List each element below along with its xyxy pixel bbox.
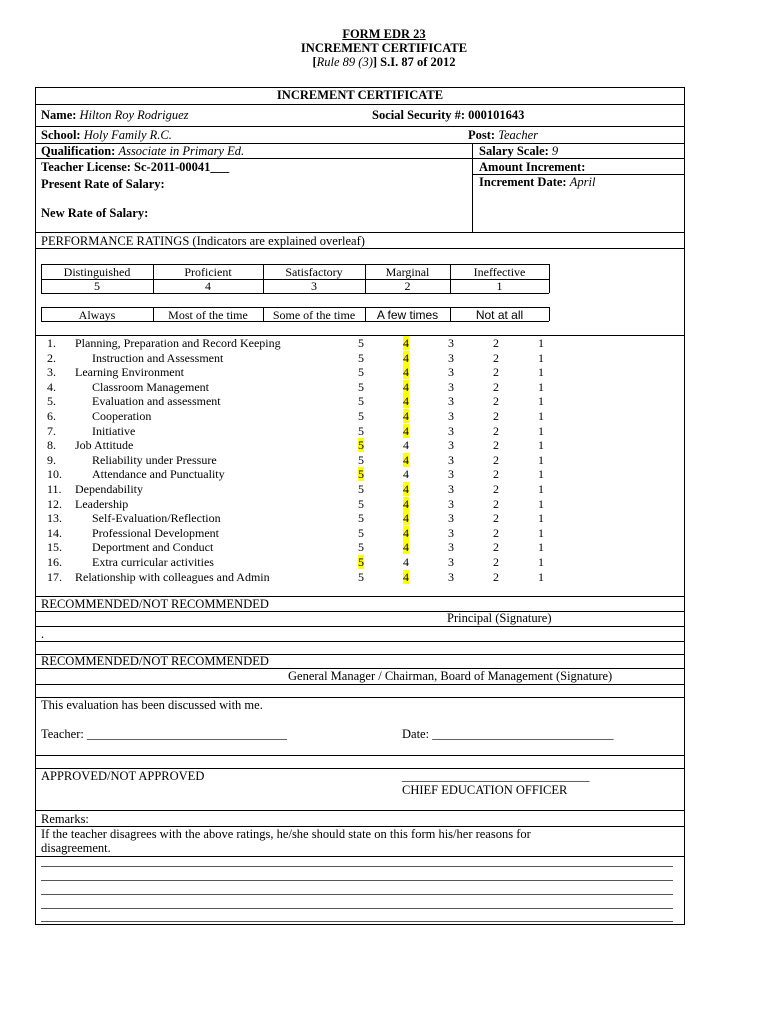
rating-item-number: 2. [47, 351, 56, 365]
rating-item-number: 6. [47, 409, 56, 423]
rating-option: 5 [358, 540, 364, 554]
selected-rating: 4 [403, 336, 409, 350]
rating-item-label: Attendance and Punctuality [92, 467, 225, 481]
selected-rating: 4 [403, 394, 409, 408]
rating-item-label: Dependability [75, 482, 143, 496]
rating-option: 1 [538, 380, 544, 394]
date-row: Date: _____________________________ [402, 727, 614, 741]
selected-rating: 4 [403, 482, 409, 496]
rating-item-number: 3. [47, 365, 56, 379]
rating-option: 1 [538, 438, 544, 452]
rating-option: 4 [403, 438, 409, 452]
rating-item-number: 9. [47, 453, 56, 467]
rating-option: 2 [493, 511, 499, 525]
increment-date-value: April [569, 175, 596, 189]
rating-option: 3 [448, 497, 454, 511]
recommendation-manager: RECOMMENDED/NOT RECOMMENDED [41, 654, 269, 668]
form-title: INCREMENT CERTIFICATE [300, 41, 468, 55]
rating-item-label: Learning Environment [75, 365, 184, 379]
principal-signature-label: Principal (Signature) [447, 611, 552, 625]
rating-option: 1 [538, 351, 544, 365]
rating-item-number: 16. [47, 555, 62, 569]
rating-option: 1 [538, 511, 544, 525]
rating-option: 5 [358, 482, 364, 496]
rating-option: 2 [493, 555, 499, 569]
name-value: Hilton Roy Rodriguez [79, 108, 189, 122]
rating-option: 2 [493, 570, 499, 584]
rating-item-number: 17. [47, 570, 62, 584]
separator-dot: . [41, 627, 45, 641]
frequency-label: Some of the time [272, 308, 356, 322]
disagreement-text-cont: disagreement. [41, 841, 111, 855]
school-row: School: Holy Family R.C. [41, 128, 172, 142]
rating-option: 5 [358, 570, 364, 584]
rating-option: 5 [358, 511, 364, 525]
rating-option: 3 [448, 438, 454, 452]
present-salary-label: Present Rate of Salary: [41, 177, 165, 191]
selected-rating: 4 [403, 365, 409, 379]
salary-scale-row: Salary Scale: 9 [479, 144, 559, 158]
selected-rating: 4 [403, 380, 409, 394]
rating-option: 1 [538, 409, 544, 423]
rating-option: 3 [448, 511, 454, 525]
rating-item-label: Initiative [92, 424, 136, 438]
rating-item-label: Professional Development [92, 526, 219, 540]
qualification-value: Associate in Primary Ed. [118, 144, 245, 158]
name-row: Name: Hilton Roy Rodriguez [41, 108, 189, 122]
rating-option: 5 [358, 336, 364, 350]
level-value: 2 [404, 279, 411, 293]
rating-item-number: 8. [47, 438, 56, 452]
rating-option: 2 [493, 467, 499, 481]
rating-item-number: 14. [47, 526, 62, 540]
rating-option: 3 [448, 570, 454, 584]
rating-option: 3 [448, 365, 454, 379]
rating-option: 3 [448, 540, 454, 554]
level-label: Ineffective [473, 265, 526, 279]
selected-rating: 5 [358, 555, 364, 569]
amount-increment-label: Amount Increment: [479, 160, 586, 174]
performance-heading: PERFORMANCE RATINGS (Indicators are explained overleaf) [41, 234, 365, 248]
selected-rating: 4 [403, 351, 409, 365]
disagreement-text: If the teacher disagrees with the above ratings, he/she should state on this form his/her reasons for [41, 827, 531, 841]
level-value: 4 [205, 279, 211, 293]
rating-option: 5 [358, 380, 364, 394]
recommendation-principal: RECOMMENDED/NOT RECOMMENDED [41, 597, 269, 611]
rating-option: 1 [538, 497, 544, 511]
qualification-row: Qualification: Associate in Primary Ed. [41, 144, 245, 158]
rating-option: 4 [403, 555, 409, 569]
selected-rating: 4 [403, 453, 409, 467]
post-row: Post: Teacher [468, 128, 539, 142]
level-label: Proficient [184, 265, 232, 279]
discussed-statement: This evaluation has been discussed with me. [41, 698, 263, 712]
salary-scale-value: 9 [551, 144, 559, 158]
rating-item-number: 7. [47, 424, 56, 438]
rating-option: 2 [493, 409, 499, 423]
rating-option: 2 [493, 380, 499, 394]
level-value: 3 [311, 279, 317, 293]
rating-item-number: 11. [47, 482, 62, 496]
rating-option: 2 [493, 424, 499, 438]
rating-item-label: Leadership [75, 497, 129, 511]
selected-rating: 4 [403, 497, 409, 511]
rating-item-label: Instruction and Assessment [92, 351, 224, 365]
rating-option: 5 [358, 351, 364, 365]
rule-reference: [Rule 89 (3)] S.I. 87 of 2012 [312, 55, 456, 69]
selected-rating: 5 [358, 438, 364, 452]
teacher-signature-line: ________________________________ [86, 727, 287, 741]
certificate-title: INCREMENT CERTIFICATE [276, 88, 444, 102]
date-line: _____________________________ [432, 727, 614, 741]
rating-option: 5 [358, 365, 364, 379]
rating-option: 2 [493, 540, 499, 554]
rating-item-number: 10. [47, 467, 62, 481]
rating-option: 1 [538, 526, 544, 540]
rating-option: 1 [538, 336, 544, 350]
new-salary-label: New Rate of Salary: [41, 206, 149, 220]
rating-option: 1 [538, 453, 544, 467]
selected-rating: 4 [403, 511, 409, 525]
rating-item-number: 5. [47, 394, 56, 408]
rating-option: 1 [538, 540, 544, 554]
level-label: Distinguished [63, 265, 131, 279]
rating-option: 1 [538, 424, 544, 438]
rating-item-label: Relationship with colleagues and Admin [75, 570, 270, 584]
frequency-label: A few times [376, 308, 439, 322]
rating-item-label: Job Attitude [75, 438, 134, 452]
selected-rating: 4 [403, 409, 409, 423]
rating-option: 4 [403, 467, 409, 481]
rating-item-number: 1. [47, 336, 56, 350]
selected-rating: 5 [358, 467, 364, 481]
rating-option: 5 [358, 409, 364, 423]
rating-option: 3 [448, 424, 454, 438]
rating-option: 1 [538, 394, 544, 408]
remarks-label: Remarks: [41, 812, 89, 826]
rating-option: 3 [448, 394, 454, 408]
rating-item-number: 12. [47, 497, 62, 511]
form-number: FORM EDR 23 [342, 27, 426, 41]
teacher-license-row: Teacher License: Sc-2011-00041___ [41, 160, 230, 174]
rating-option: 5 [358, 453, 364, 467]
selected-rating: 4 [403, 570, 409, 584]
rating-item-label: Deportment and Conduct [92, 540, 214, 554]
ceo-signature-line: ______________________________ [402, 769, 590, 783]
selected-rating: 4 [403, 526, 409, 540]
level-value: 5 [94, 279, 100, 293]
rating-option: 3 [448, 467, 454, 481]
rating-option: 1 [538, 365, 544, 379]
rating-option: 2 [493, 438, 499, 452]
rating-option: 2 [493, 351, 499, 365]
rating-option: 5 [358, 394, 364, 408]
school-value: Holy Family R.C. [83, 128, 172, 142]
rating-option: 3 [448, 482, 454, 496]
level-value: 1 [496, 279, 503, 293]
rating-option: 1 [538, 467, 544, 481]
rating-item-number: 15. [47, 540, 62, 554]
rating-item-label: Extra curricular activities [92, 555, 214, 569]
rating-item-label: Planning, Preparation and Record Keeping [75, 336, 281, 350]
rating-option: 5 [358, 424, 364, 438]
rating-option: 2 [493, 336, 499, 350]
rating-item-number: 13. [47, 511, 62, 525]
teacher-license-value: Sc-2011-00041___ [134, 160, 230, 174]
rating-option: 5 [358, 497, 364, 511]
rating-option: 3 [448, 453, 454, 467]
level-label: Marginal [385, 265, 430, 279]
frequency-label: Most of the time [168, 308, 248, 322]
social-security-value: 000101643 [468, 108, 525, 122]
frequency-label: Not at all [475, 308, 524, 322]
rating-option: 3 [448, 351, 454, 365]
rating-option: 2 [493, 482, 499, 496]
rating-option: 2 [493, 526, 499, 540]
rating-option: 3 [448, 555, 454, 569]
level-label: Satisfactory [285, 265, 343, 279]
rating-option: 1 [538, 555, 544, 569]
rating-option: 3 [448, 380, 454, 394]
ceo-label: CHIEF EDUCATION OFFICER [402, 783, 568, 797]
post-value: Teacher [498, 128, 539, 142]
rating-item-label: Classroom Management [92, 380, 209, 394]
rating-option: 1 [538, 482, 544, 496]
rating-option: 2 [493, 497, 499, 511]
rating-option: 3 [448, 409, 454, 423]
approval-label: APPROVED/NOT APPROVED [41, 769, 205, 783]
rating-item-label: Self-Evaluation/Reflection [92, 511, 221, 525]
rating-option: 3 [448, 526, 454, 540]
rating-option: 3 [448, 336, 454, 350]
social-security-row: Social Security #: 000101643 [372, 108, 525, 122]
teacher-signature-row: Teacher: ________________________________ [41, 727, 287, 741]
rating-option: 2 [493, 365, 499, 379]
rating-item-label: Cooperation [92, 409, 152, 423]
rating-option: 2 [493, 394, 499, 408]
manager-signature-label: General Manager / Chairman, Board of Management (Signature) [288, 669, 613, 683]
rating-item-number: 4. [47, 380, 56, 394]
increment-date-row: Increment Date: April [479, 175, 596, 189]
rating-option: 5 [358, 526, 364, 540]
rating-option: 2 [493, 453, 499, 467]
selected-rating: 4 [403, 540, 409, 554]
rating-option: 1 [538, 570, 544, 584]
frequency-label: Always [78, 308, 116, 322]
rating-item-label: Reliability under Pressure [92, 453, 217, 467]
selected-rating: 4 [403, 424, 409, 438]
rating-item-label: Evaluation and assessment [92, 394, 221, 408]
